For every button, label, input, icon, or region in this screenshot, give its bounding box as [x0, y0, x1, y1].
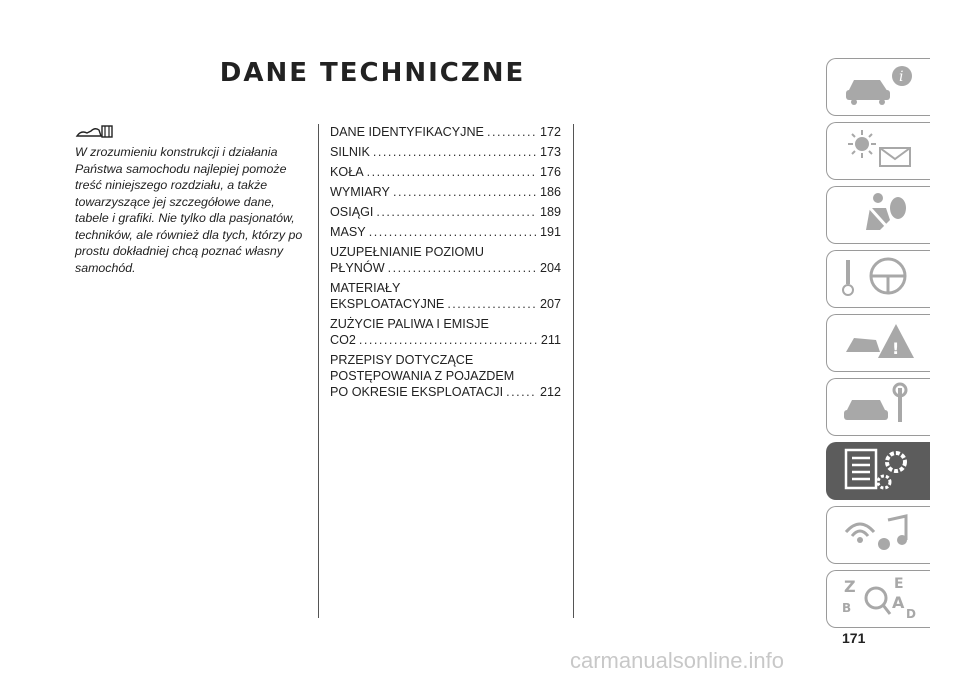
toc-entry[interactable] [330, 352, 561, 400]
page-title: DANE TECHNICZNE [219, 58, 526, 88]
toc-entry[interactable] [330, 204, 561, 220]
svg-text:D: D [905, 606, 916, 620]
toc-entry-label: OSIĄGI [330, 205, 374, 219]
toc-entry-label: MASY [330, 225, 366, 239]
car-wrench-icon [840, 382, 918, 433]
chapter-tab[interactable] [826, 186, 930, 244]
toc-entry-label: DANE IDENTYFIKACYJNE [330, 125, 484, 139]
toc-entry-label: EKSPLOATACYJNE [330, 297, 445, 311]
toc-entry[interactable] [330, 184, 561, 200]
accident-warning-icon [840, 318, 918, 369]
toc-entry-label: MATERIAŁY [330, 281, 401, 295]
toc-entry-label: POSTĘPOWANIA Z POJAZDEM [330, 369, 515, 383]
toc-page-number: 186 [539, 185, 561, 199]
chapter-tab[interactable] [826, 506, 930, 564]
toc-entry[interactable] [330, 124, 561, 140]
toc-entry-label: PRZEPISY DOTYCZĄCE [330, 353, 474, 367]
toc-leader-dots [373, 144, 537, 160]
table-of-contents [330, 124, 561, 404]
page-number: 171 [842, 630, 866, 646]
toc-page-number: 172 [539, 125, 561, 139]
svg-text:E: E [893, 575, 904, 592]
chapter-tab[interactable] [826, 58, 930, 116]
toc-entry-label: KOŁA [330, 165, 364, 179]
chapter-tab[interactable] [826, 570, 930, 628]
svg-text:B: B [841, 600, 851, 615]
toc-leader-dots [487, 124, 537, 140]
toc-page-number: 212 [539, 385, 561, 399]
toc-entry[interactable] [330, 316, 561, 348]
car-info-icon [840, 62, 918, 113]
toc-leader-dots [388, 260, 537, 276]
toc-page-number: 204 [539, 261, 561, 275]
index-letters-icon [840, 574, 918, 625]
toc-leader-dots [447, 296, 537, 312]
toc-leader-dots [506, 384, 537, 400]
toc-page-number: 191 [539, 225, 561, 239]
car-hand-icon [75, 124, 307, 142]
toc-page-number: 207 [539, 297, 561, 311]
toc-page-number: 189 [539, 205, 561, 219]
svg-text:!: ! [891, 338, 899, 358]
column-divider [573, 124, 574, 618]
toc-leader-dots [359, 332, 538, 348]
key-steering-wheel-icon [840, 254, 918, 305]
chapter-tabs [826, 58, 930, 634]
chapter-intro [75, 124, 307, 276]
toc-entry-label: SILNIK [330, 145, 370, 159]
svg-text:Z: Z [843, 576, 856, 596]
multimedia-icon [840, 510, 918, 561]
toc-entry[interactable] [330, 144, 561, 160]
toc-page-number: 173 [539, 145, 561, 159]
chapter-tab[interactable] [826, 378, 930, 436]
toc-leader-dots [393, 184, 537, 200]
watermark: carmanualsonline.info [570, 648, 785, 673]
svg-text:i: i [898, 68, 903, 85]
toc-entry[interactable] [330, 280, 561, 312]
toc-entry-label: PŁYNÓW [330, 261, 385, 275]
svg-text:A: A [891, 592, 904, 612]
toc-entry[interactable] [330, 244, 561, 276]
toc-entry-label: PO OKRESIE EKSPLOATACJI [330, 385, 504, 399]
intro-text: W zrozumieniu konstrukcji i działania Państwa samochodu najlepiej pomoże treść niniejszego rozdziału, a także towarzyszące jej szczegółowe dane, tabele i grafiki. Nie tylko dla pasjonatów, techników, ale również dla tych, którzy po prostu dokładniej chcą poznać własny samochód. [75, 145, 303, 275]
chapter-tab[interactable] [826, 314, 930, 372]
toc-entry[interactable] [330, 224, 561, 240]
toc-page-number: 211 [540, 333, 561, 347]
seatbelt-airbag-icon [840, 190, 918, 241]
column-divider [318, 124, 319, 618]
toc-leader-dots [369, 224, 537, 240]
chapter-tab[interactable] [826, 442, 930, 500]
toc-entry-label: ZUŻYCIE PALIWA I EMISJE [330, 317, 489, 331]
toc-entry-label: WYMIARY [330, 185, 390, 199]
toc-entry-label: UZUPEŁNIANIE POZIOMU [330, 245, 484, 259]
toc-leader-dots [367, 164, 537, 180]
toc-leader-dots [376, 204, 537, 220]
toc-page-number: 176 [539, 165, 561, 179]
technical-data-gears-icon [840, 446, 918, 497]
chapter-tab[interactable] [826, 122, 930, 180]
chapter-tab[interactable] [826, 250, 930, 308]
toc-entry[interactable] [330, 164, 561, 180]
toc-entry-label: CO2 [330, 333, 356, 347]
warning-light-message-icon [840, 126, 918, 177]
